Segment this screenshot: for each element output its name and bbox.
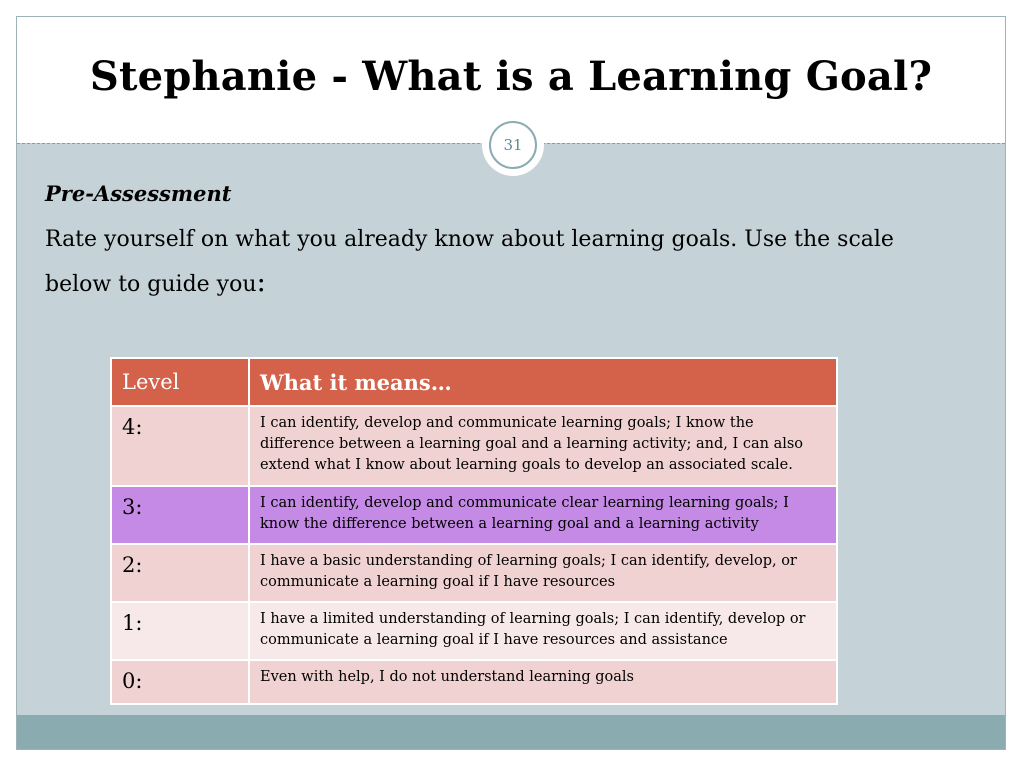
instructions-text bbox=[45, 219, 965, 306]
table-row-level-3 bbox=[111, 486, 837, 544]
level-cell: 4: bbox=[111, 406, 249, 486]
level-cell: 0: bbox=[111, 660, 249, 704]
slide bbox=[16, 16, 1006, 750]
instructions-body: Rate yourself on what you already know about learning goals. Use the scale below to guide you bbox=[45, 227, 894, 297]
table-row-level-4 bbox=[111, 406, 837, 486]
description-cell: I have a limited understanding of learning goals; I can identify, develop or communicate a learning goal if I have resources and assistance bbox=[249, 602, 837, 660]
table-header-row bbox=[111, 358, 837, 406]
description-cell: I have a basic understanding of learning goals; I can identify, develop, or communicate a learning goal if I have resources bbox=[249, 544, 837, 602]
description-cell: Even with help, I do not understand learning goals bbox=[249, 660, 837, 704]
header-level: Level bbox=[111, 358, 249, 406]
header-meaning: What it means… bbox=[249, 358, 837, 406]
section-subtitle: Pre-Assessment bbox=[45, 181, 232, 206]
level-cell: 2: bbox=[111, 544, 249, 602]
slide-number-badge bbox=[482, 114, 544, 176]
description-cell: I can identify, develop and communicate clear learning learning goals; I know the difference between a learning goal and a learning activity bbox=[249, 486, 837, 544]
table-row-level-1 bbox=[111, 602, 837, 660]
level-cell: 1: bbox=[111, 602, 249, 660]
slide-title: Stephanie - What is a Learning Goal? bbox=[89, 53, 933, 100]
instructions-colon: : bbox=[256, 265, 266, 298]
table-row-level-0 bbox=[111, 660, 837, 704]
footer-bar bbox=[17, 715, 1005, 749]
level-cell: 3: bbox=[111, 486, 249, 544]
slide-number: 31 bbox=[489, 121, 537, 169]
table-row-level-2 bbox=[111, 544, 837, 602]
rating-scale-table bbox=[110, 357, 838, 705]
description-cell: I can identify, develop and communicate learning goals; I know the difference between a learning goal and a learning activity; and, I can also extend what I know about learning goals to develop an associated scale. bbox=[249, 406, 837, 486]
